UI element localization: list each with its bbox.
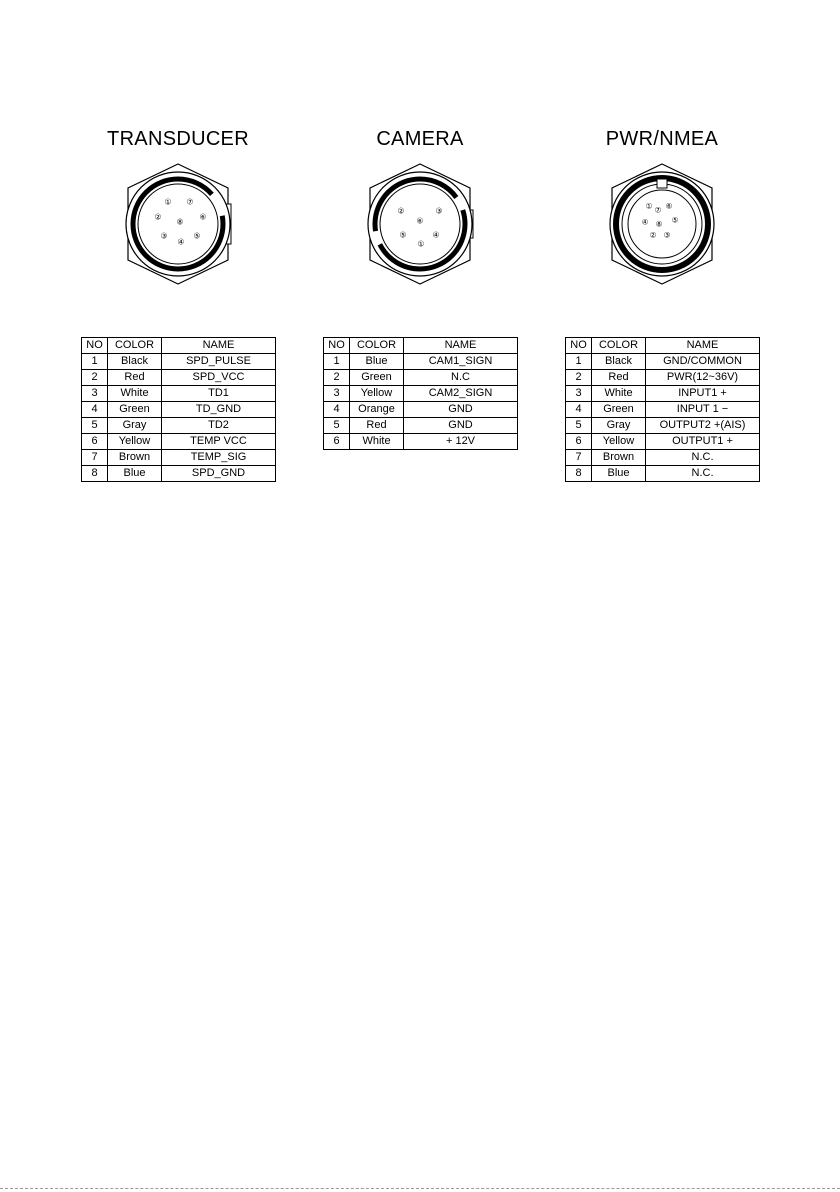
table-row xyxy=(82,402,276,418)
cell-no: 2 xyxy=(82,370,108,386)
cell-no: 3 xyxy=(566,386,592,402)
transducer-panel xyxy=(81,126,275,479)
table-row xyxy=(566,418,760,434)
pin-label: ③ xyxy=(160,231,168,241)
cell-name: SPD_PULSE xyxy=(162,354,276,370)
camera-title: CAMERA xyxy=(376,128,464,150)
table-row xyxy=(82,434,276,450)
cell-name: INPUT1 + xyxy=(646,386,760,402)
cell-name: OUTPUT1 + xyxy=(646,434,760,450)
cell-no: 1 xyxy=(82,354,108,370)
cell-name: INPUT 1 − xyxy=(646,402,760,418)
camera-panel xyxy=(323,126,517,447)
transducer-pin-table xyxy=(81,337,276,482)
cell-no: 6 xyxy=(82,434,108,450)
cell-no: 7 xyxy=(82,450,108,466)
table-row xyxy=(566,450,760,466)
cell-color: Green xyxy=(592,402,646,418)
pin-label: ④ xyxy=(641,217,649,227)
pin-label: ④ xyxy=(432,230,440,240)
cell-color: Gray xyxy=(108,418,162,434)
cell-no: 6 xyxy=(566,434,592,450)
table-row xyxy=(324,418,518,434)
cell-name: TEMP VCC xyxy=(162,434,276,450)
header-color: COLOR xyxy=(108,338,162,354)
header-no: NO xyxy=(82,338,108,354)
cell-no: 6 xyxy=(324,434,350,450)
cell-name: TD1 xyxy=(162,386,276,402)
cell-name: CAM2_SIGN xyxy=(404,386,518,402)
table-row xyxy=(566,402,760,418)
pin-label: ⑧ xyxy=(655,219,663,229)
table-row xyxy=(566,370,760,386)
pin-label: ⑧ xyxy=(176,217,184,227)
cell-color: Brown xyxy=(108,450,162,466)
header-no: NO xyxy=(324,338,350,354)
pin-label: ⑥ xyxy=(199,212,207,222)
table-row xyxy=(82,370,276,386)
header-no: NO xyxy=(566,338,592,354)
cell-color: Green xyxy=(108,402,162,418)
camera-pin-table xyxy=(323,337,518,450)
cell-color: Green xyxy=(350,370,404,386)
cell-no: 1 xyxy=(324,354,350,370)
pin-label: ③ xyxy=(663,230,671,240)
cell-no: 8 xyxy=(566,466,592,482)
pin-label: ② xyxy=(649,230,657,240)
pin-label: ⑤ xyxy=(193,231,201,241)
cell-color: Red xyxy=(350,418,404,434)
cell-color: Red xyxy=(108,370,162,386)
pwr-nmea-connector-icon xyxy=(597,162,727,286)
table-row xyxy=(82,354,276,370)
transducer-connector-icon xyxy=(113,162,243,286)
cell-color: Yellow xyxy=(592,434,646,450)
cell-name: + 12V xyxy=(404,434,518,450)
cell-no: 4 xyxy=(324,402,350,418)
pin-label: ⑤ xyxy=(671,215,679,225)
pin-label: ⑦ xyxy=(654,205,662,215)
pin-label: ② xyxy=(154,212,162,222)
camera-connector-icon xyxy=(355,162,485,286)
pin-label: ⑥ xyxy=(416,216,424,226)
table-row xyxy=(324,354,518,370)
table-header-row xyxy=(82,338,276,354)
table-row xyxy=(566,354,760,370)
pin-label: ① xyxy=(164,197,172,207)
header-color: COLOR xyxy=(592,338,646,354)
cell-name: GND/COMMON xyxy=(646,354,760,370)
pin-label: ② xyxy=(397,206,405,216)
cell-name: TD_GND xyxy=(162,402,276,418)
table-header-row xyxy=(566,338,760,354)
cell-no: 2 xyxy=(324,370,350,386)
cell-no: 8 xyxy=(82,466,108,482)
table-row xyxy=(82,418,276,434)
cell-no: 5 xyxy=(324,418,350,434)
table-row xyxy=(566,466,760,482)
cell-color: Blue xyxy=(108,466,162,482)
cell-no: 3 xyxy=(324,386,350,402)
cell-no: 4 xyxy=(566,402,592,418)
table-row xyxy=(324,370,518,386)
pin-label: ④ xyxy=(177,237,185,247)
cell-no: 5 xyxy=(566,418,592,434)
cell-color: Yellow xyxy=(108,434,162,450)
table-row xyxy=(82,466,276,482)
pwr-nmea-title: PWR/NMEA xyxy=(605,128,719,150)
cell-name: TD2 xyxy=(162,418,276,434)
table-row xyxy=(82,386,276,402)
cell-name: N.C. xyxy=(646,450,760,466)
cell-name: OUTPUT2 +(AIS) xyxy=(646,418,760,434)
header-name: NAME xyxy=(162,338,276,354)
pin-label: ① xyxy=(645,201,653,211)
header-name: NAME xyxy=(646,338,760,354)
pwr-nmea-panel xyxy=(565,126,759,479)
page-bottom-rule xyxy=(0,1188,840,1189)
cell-name: GND xyxy=(404,402,518,418)
cell-color: Blue xyxy=(350,354,404,370)
cell-name: GND xyxy=(404,418,518,434)
transducer-title: TRANSDUCER xyxy=(107,128,249,150)
cell-name: TEMP_SIG xyxy=(162,450,276,466)
table-row xyxy=(324,386,518,402)
pin-label: ⑦ xyxy=(186,197,194,207)
cell-color: Brown xyxy=(592,450,646,466)
cell-name: CAM1_SIGN xyxy=(404,354,518,370)
cell-no: 3 xyxy=(82,386,108,402)
pin-label: ⑤ xyxy=(399,230,407,240)
table-row xyxy=(324,434,518,450)
cell-no: 1 xyxy=(566,354,592,370)
cell-no: 2 xyxy=(566,370,592,386)
cell-color: Blue xyxy=(592,466,646,482)
cell-name: SPD_GND xyxy=(162,466,276,482)
cell-name: PWR(12~36V) xyxy=(646,370,760,386)
cell-name: N.C. xyxy=(646,466,760,482)
cell-color: Red xyxy=(592,370,646,386)
table-row xyxy=(82,450,276,466)
cell-no: 4 xyxy=(82,402,108,418)
table-row xyxy=(566,386,760,402)
table-header-row xyxy=(324,338,518,354)
header-name: NAME xyxy=(404,338,518,354)
pin-label: ③ xyxy=(435,206,443,216)
header-color: COLOR xyxy=(350,338,404,354)
cell-color: White xyxy=(592,386,646,402)
pwr-nmea-pin-table xyxy=(565,337,760,482)
cell-no: 5 xyxy=(82,418,108,434)
cell-color: Yellow xyxy=(350,386,404,402)
cell-color: Black xyxy=(592,354,646,370)
cell-color: Black xyxy=(108,354,162,370)
pin-label: ⑥ xyxy=(665,201,673,211)
pin-label: ① xyxy=(417,239,425,249)
cell-color: Orange xyxy=(350,402,404,418)
cell-no: 7 xyxy=(566,450,592,466)
cell-color: White xyxy=(108,386,162,402)
cell-color: Gray xyxy=(592,418,646,434)
table-row xyxy=(566,434,760,450)
cell-name: SPD_VCC xyxy=(162,370,276,386)
cell-name: N.C xyxy=(404,370,518,386)
cell-color: White xyxy=(350,434,404,450)
table-row xyxy=(324,402,518,418)
